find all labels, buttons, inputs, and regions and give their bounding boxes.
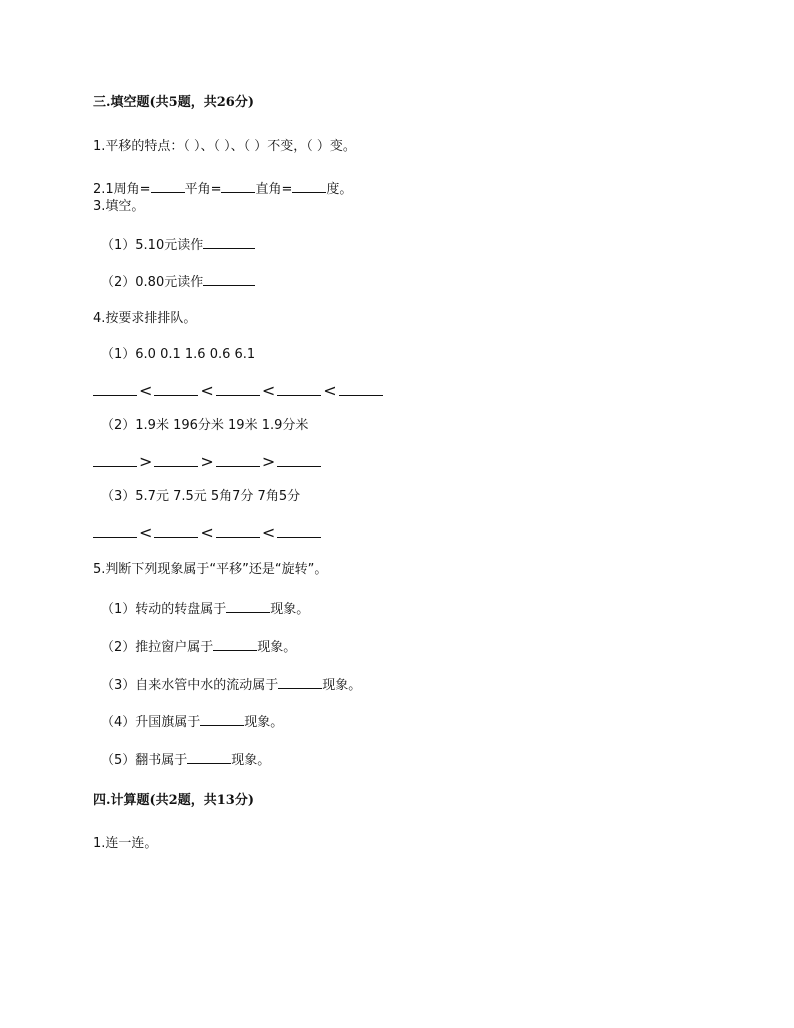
answer-blank[interactable]: [154, 523, 198, 538]
answer-blank[interactable]: [93, 452, 137, 467]
answer-blank[interactable]: [203, 271, 255, 286]
q3-p2-label: （2）0.80元读作: [101, 275, 204, 290]
q4-p2-answer-row: [93, 452, 321, 473]
answer-blank[interactable]: [216, 381, 260, 396]
answer-blank[interactable]: [187, 749, 231, 764]
answer-blank[interactable]: [339, 381, 383, 396]
answer-blank[interactable]: [226, 598, 270, 613]
q2-part-b: 直角=: [255, 182, 293, 197]
q5-p3-label: （3）自来水管中水的流动属于: [101, 678, 279, 693]
question-4-part-3: （3）5.7元 7.5元 5角7分 7角5分: [101, 489, 301, 504]
q5-suffix: 现象。: [231, 753, 271, 768]
question-4-title: 4.按要求排排队。: [93, 311, 197, 326]
less-than-sign: <: [139, 523, 153, 542]
question-1: 1.平移的特点：（ ）、（ ）、（ ）不变，（ ）变。: [93, 139, 356, 154]
q5-p5-label: （5）翻书属于: [101, 753, 188, 768]
greater-than-sign: >: [139, 452, 153, 471]
answer-blank[interactable]: [292, 178, 326, 193]
answer-blank[interactable]: [154, 452, 198, 467]
answer-blank[interactable]: [93, 381, 137, 396]
section-4-question-1: 1.连一连。: [93, 836, 158, 851]
q5-suffix: 现象。: [270, 602, 310, 617]
greater-than-sign: >: [200, 452, 214, 471]
answer-blank[interactable]: [277, 523, 321, 538]
question-5-part-1: [101, 598, 309, 619]
less-than-sign: <: [200, 523, 214, 542]
answer-blank[interactable]: [203, 234, 255, 249]
q4-p1-answer-row: [93, 381, 383, 402]
answer-blank[interactable]: [213, 636, 257, 651]
question-2: [93, 178, 352, 199]
section-4-title: 四.计算题(共2题，共13分): [93, 793, 254, 808]
answer-blank[interactable]: [277, 381, 321, 396]
q4-p3-answer-row: [93, 523, 321, 544]
answer-blank[interactable]: [216, 452, 260, 467]
question-3-part-1: [101, 234, 255, 255]
answer-blank[interactable]: [221, 178, 255, 193]
less-than-sign: <: [323, 381, 337, 400]
less-than-sign: <: [200, 381, 214, 400]
question-5-part-3: [101, 674, 361, 695]
greater-than-sign: >: [261, 452, 276, 471]
q5-p4-label: （4）升国旗属于: [101, 715, 201, 730]
question-5-part-4: [101, 711, 283, 732]
q5-p2-label: （2）推拉窗户属于: [101, 640, 214, 655]
q3-p1-label: （1）5.10元读作: [101, 238, 204, 253]
question-3-part-2: [101, 271, 255, 292]
question-3-title: 3.填空。: [93, 199, 145, 214]
q5-suffix: 现象。: [257, 640, 297, 655]
q5-suffix: 现象。: [244, 715, 284, 730]
question-5-part-2: [101, 636, 296, 657]
question-4-part-2: （2）1.9米 196分米 19米 1.9分米: [101, 418, 309, 433]
q2-prefix: 2.1周角=: [93, 182, 151, 197]
question-4-part-1: （1）6.0 0.1 1.6 0.6 6.1: [101, 347, 256, 362]
answer-blank[interactable]: [154, 381, 198, 396]
answer-blank[interactable]: [200, 711, 244, 726]
less-than-sign: <: [261, 381, 276, 400]
q5-suffix: 现象。: [322, 678, 362, 693]
q2-part-c: 度。: [326, 182, 353, 197]
answer-blank[interactable]: [151, 178, 185, 193]
answer-blank[interactable]: [216, 523, 260, 538]
less-than-sign: <: [261, 523, 276, 542]
section-3-title: 三.填空题(共5题，共26分): [93, 95, 254, 110]
answer-blank[interactable]: [277, 452, 321, 467]
q5-p1-label: （1）转动的转盘属于: [101, 602, 227, 617]
answer-blank[interactable]: [278, 674, 322, 689]
question-5-title: 5.判断下列现象属于“平移”还是“旋转”。: [93, 562, 328, 577]
q2-part-a: 平角=: [184, 182, 222, 197]
less-than-sign: <: [139, 381, 153, 400]
question-5-part-5: [101, 749, 270, 770]
answer-blank[interactable]: [93, 523, 137, 538]
